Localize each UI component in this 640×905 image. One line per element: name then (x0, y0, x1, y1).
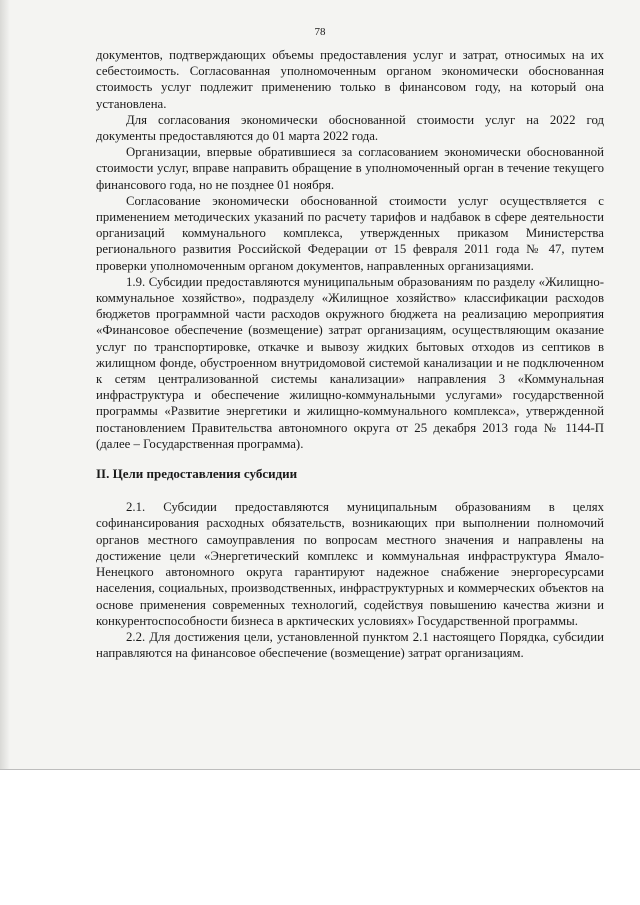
paragraph-methodology: Согласование экономически обоснованной стоимости услуг осуществляется с применением методических указаний по расчету тарифов и надбавок в сфере деятельности организаций коммунального комплекса, утвержденных приказом Министерства регионального развития Российской Федерации от 15 февраля 2011 года № 47, путем проверки уполномоченным органом документов, направленных организациями. (96, 193, 604, 273)
paragraph-continuation: документов, подтверждающих объемы предоставления услуг и затрат, относимых на их себестоимость. Согласованная уполномоченным органом экономически обоснованная стоимость услуг подлежит применению только в финансовом году, на который она установлена. (96, 48, 604, 111)
paragraph-new-organizations: Организации, впервые обратившиеся за согласованием экономически обоснованной стоимости услуг, вправе направить обращение в уполномоченный орган в течение текущего финансового года, но не позднее 01 ноября. (96, 145, 604, 192)
paragraph-2-1: 2.1. Субсидии предоставляются муниципальным образованиям в целях софинансирования расходных обязательств, возникающих при выполнении полномочий органов местного самоуправления по вопросам местного значения и направлены на достижение цели «Энергетический комплекс и коммунальная инфраструктура Ямало-Ненецкого автономного округа гарантируют надежное снабжение энергоресурсами населения, социальных, производственных, инфраструктурных и коммерческих объектов на основе применения современных технологий, содействуя повышению качества жизни и конкурентоспособности бизнеса в арктических условиях» Государственной программы. (96, 500, 604, 628)
page-number: 78 (314, 26, 326, 38)
paragraph-1-9: 1.9. Субсидии предоставляются муниципальным образованиям по разделу «Жилищно-коммунальное хозяйство», подразделу «Жилищное хозяйство» классификации расходов бюджетов программной части расходов окружного бюджета на реализацию мероприятия «Финансовое обеспечение (возмещение) затрат организациям, осуществляющим оказание услуг по транспортировке, откачке и вывозу жидких бытовых отходов из септиков в жилищном фонде, обустроенном внутридомовой системой канализации и не подключенном к сетям централизованной системы канализации» направления 3 «Коммунальная инфраструктура и обеспечение жилищно-коммунальными услугами» государственной программы «Развитие энергетики и жилищно-коммунального комплекса», утвержденной постановлением Правительства автономного округа от 25 декабря 2013 года № 1144-П (далее – Государственная программа). (96, 274, 604, 451)
paragraph-2-2: 2.2. Для достижения цели, установленной пунктом 2.1 настоящего Порядка, субсидии направляются на финансовое обеспечение (возмещение) затрат организациям. (96, 629, 604, 661)
section-heading: II. Цели предоставления субсидии (96, 466, 298, 482)
document-body (96, 47, 604, 661)
paragraph-deadline: Для согласования экономически обоснованной стоимости услуг на 2022 год документы предоставляются до 01 марта 2022 года. (96, 112, 604, 144)
